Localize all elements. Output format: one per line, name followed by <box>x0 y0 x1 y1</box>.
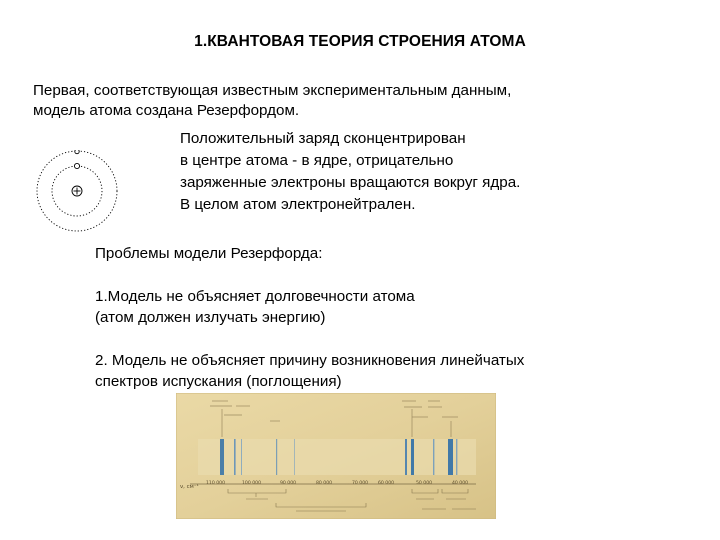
tick-label: 100 000 <box>242 481 261 486</box>
problem-2-line-2: спектров испускания (поглощения) <box>95 373 342 390</box>
tick-label: 110 000 <box>206 481 225 486</box>
problems-heading: Проблемы модели Резерфорда: <box>95 245 323 262</box>
tick-label: 80 000 <box>316 481 333 486</box>
intro-line-1: Первая, соответствующая известным экспериментальным данным, <box>33 82 512 99</box>
tick-label: 50 000 <box>416 481 433 486</box>
problem-1-line-1: 1.Модель не объясняет долговечности атома <box>95 288 415 305</box>
line-spectrum-image <box>176 393 496 519</box>
problem-2-line-1: 2. Модель не объясняет причину возникновения линейчатых <box>95 352 525 369</box>
tick-label: 90 000 <box>280 481 297 486</box>
intro-line-2: модель атома создана Резерфордом. <box>33 102 300 119</box>
description-line-1: Положительный заряд сконцентрирован <box>180 130 466 147</box>
slide-title: 1.КВАНТОВАЯ ТЕОРИЯ СТРОЕНИЯ АТОМА <box>194 33 526 50</box>
description-line-3: заряженные электроны вращаются вокруг ядра. <box>180 174 521 191</box>
rutherford-atom-icon <box>34 150 126 232</box>
axis-unit-label: ν, см⁻¹ <box>180 484 199 490</box>
problem-1-line-2: (атом должен излучать энергию) <box>95 309 326 326</box>
tick-label: 70 000 <box>352 481 369 486</box>
description-line-2: в центре атома - в ядре, отрицательно <box>180 152 454 169</box>
tick-label: 60 000 <box>378 481 395 486</box>
description-line-4: В целом атом электронейтрален. <box>180 196 416 213</box>
tick-label: 40 000 <box>452 481 469 486</box>
